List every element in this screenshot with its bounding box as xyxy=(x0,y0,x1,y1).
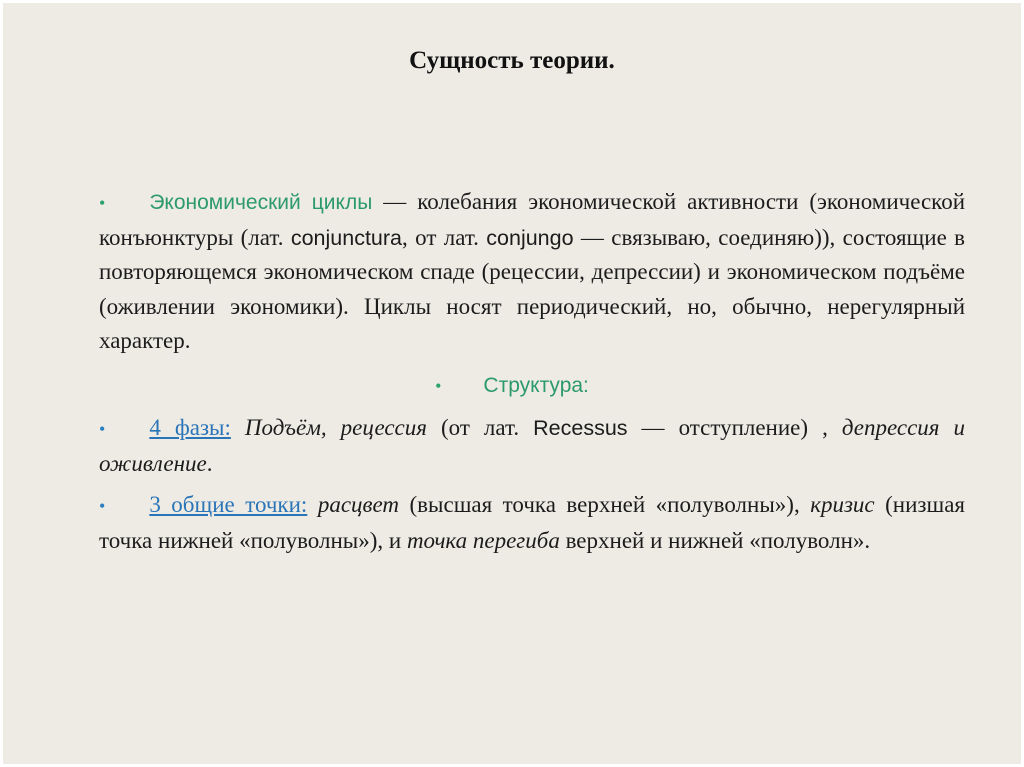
bullet-icon: • xyxy=(99,193,106,213)
paragraph-phases xyxy=(99,411,965,481)
phases-italic-2: депрессия и оживление xyxy=(99,415,966,476)
paragraph-economic-cycles xyxy=(99,185,965,359)
phases-italic-1: Подъём, рецессия xyxy=(244,415,427,440)
bullet-icon: • xyxy=(99,419,106,439)
latin-word-conjunctura: conjunctura xyxy=(290,225,402,250)
points-link[interactable]: 3 общие точки: xyxy=(149,492,308,517)
points-italic-1: расцвет xyxy=(317,492,400,517)
points-italic-3: точка перегиба xyxy=(406,527,560,553)
slide xyxy=(3,3,1021,764)
definition-text-3: — связываю, соединяю)), состоящие в повторяющемся экономическом спаде (рецессии, депрессии) и экономическом подъёме (оживлении экономики). Циклы носят периодический, но, обычно, нерегулярный характер. xyxy=(99,224,966,353)
slide-title: Сущность теории. xyxy=(409,47,615,74)
points-text-2: (низшая точка нижней «полуволны»), и xyxy=(99,492,965,553)
bullet-icon: • xyxy=(435,376,442,396)
points-italic-2: кризис xyxy=(810,492,875,517)
bullet-icon: • xyxy=(99,496,106,516)
structure-label: Структура: xyxy=(483,374,589,397)
phases-text-1: (от лат. xyxy=(426,415,534,440)
points-text-1: (высшая точка верхней «полуволны»), xyxy=(399,492,811,517)
phases-text-2: — отступление) , xyxy=(627,415,842,440)
term-economic-cycles: Экономический циклы xyxy=(149,191,373,214)
definition-text-2: , от лат. xyxy=(402,224,487,250)
phases-link[interactable]: 4 фазы: xyxy=(149,415,231,440)
definition-text-1: — колебания экономической активности (экономической конъюнктуры (лат. xyxy=(99,189,966,250)
structure-heading xyxy=(3,368,1021,404)
latin-word-conjungo: conjungo xyxy=(486,225,574,250)
phases-text-3: . xyxy=(206,450,213,476)
points-text-3: верхней и нижней «полуволн». xyxy=(559,527,871,553)
latin-word-recessus: Recessus xyxy=(533,416,628,440)
paragraph-points xyxy=(99,488,965,558)
